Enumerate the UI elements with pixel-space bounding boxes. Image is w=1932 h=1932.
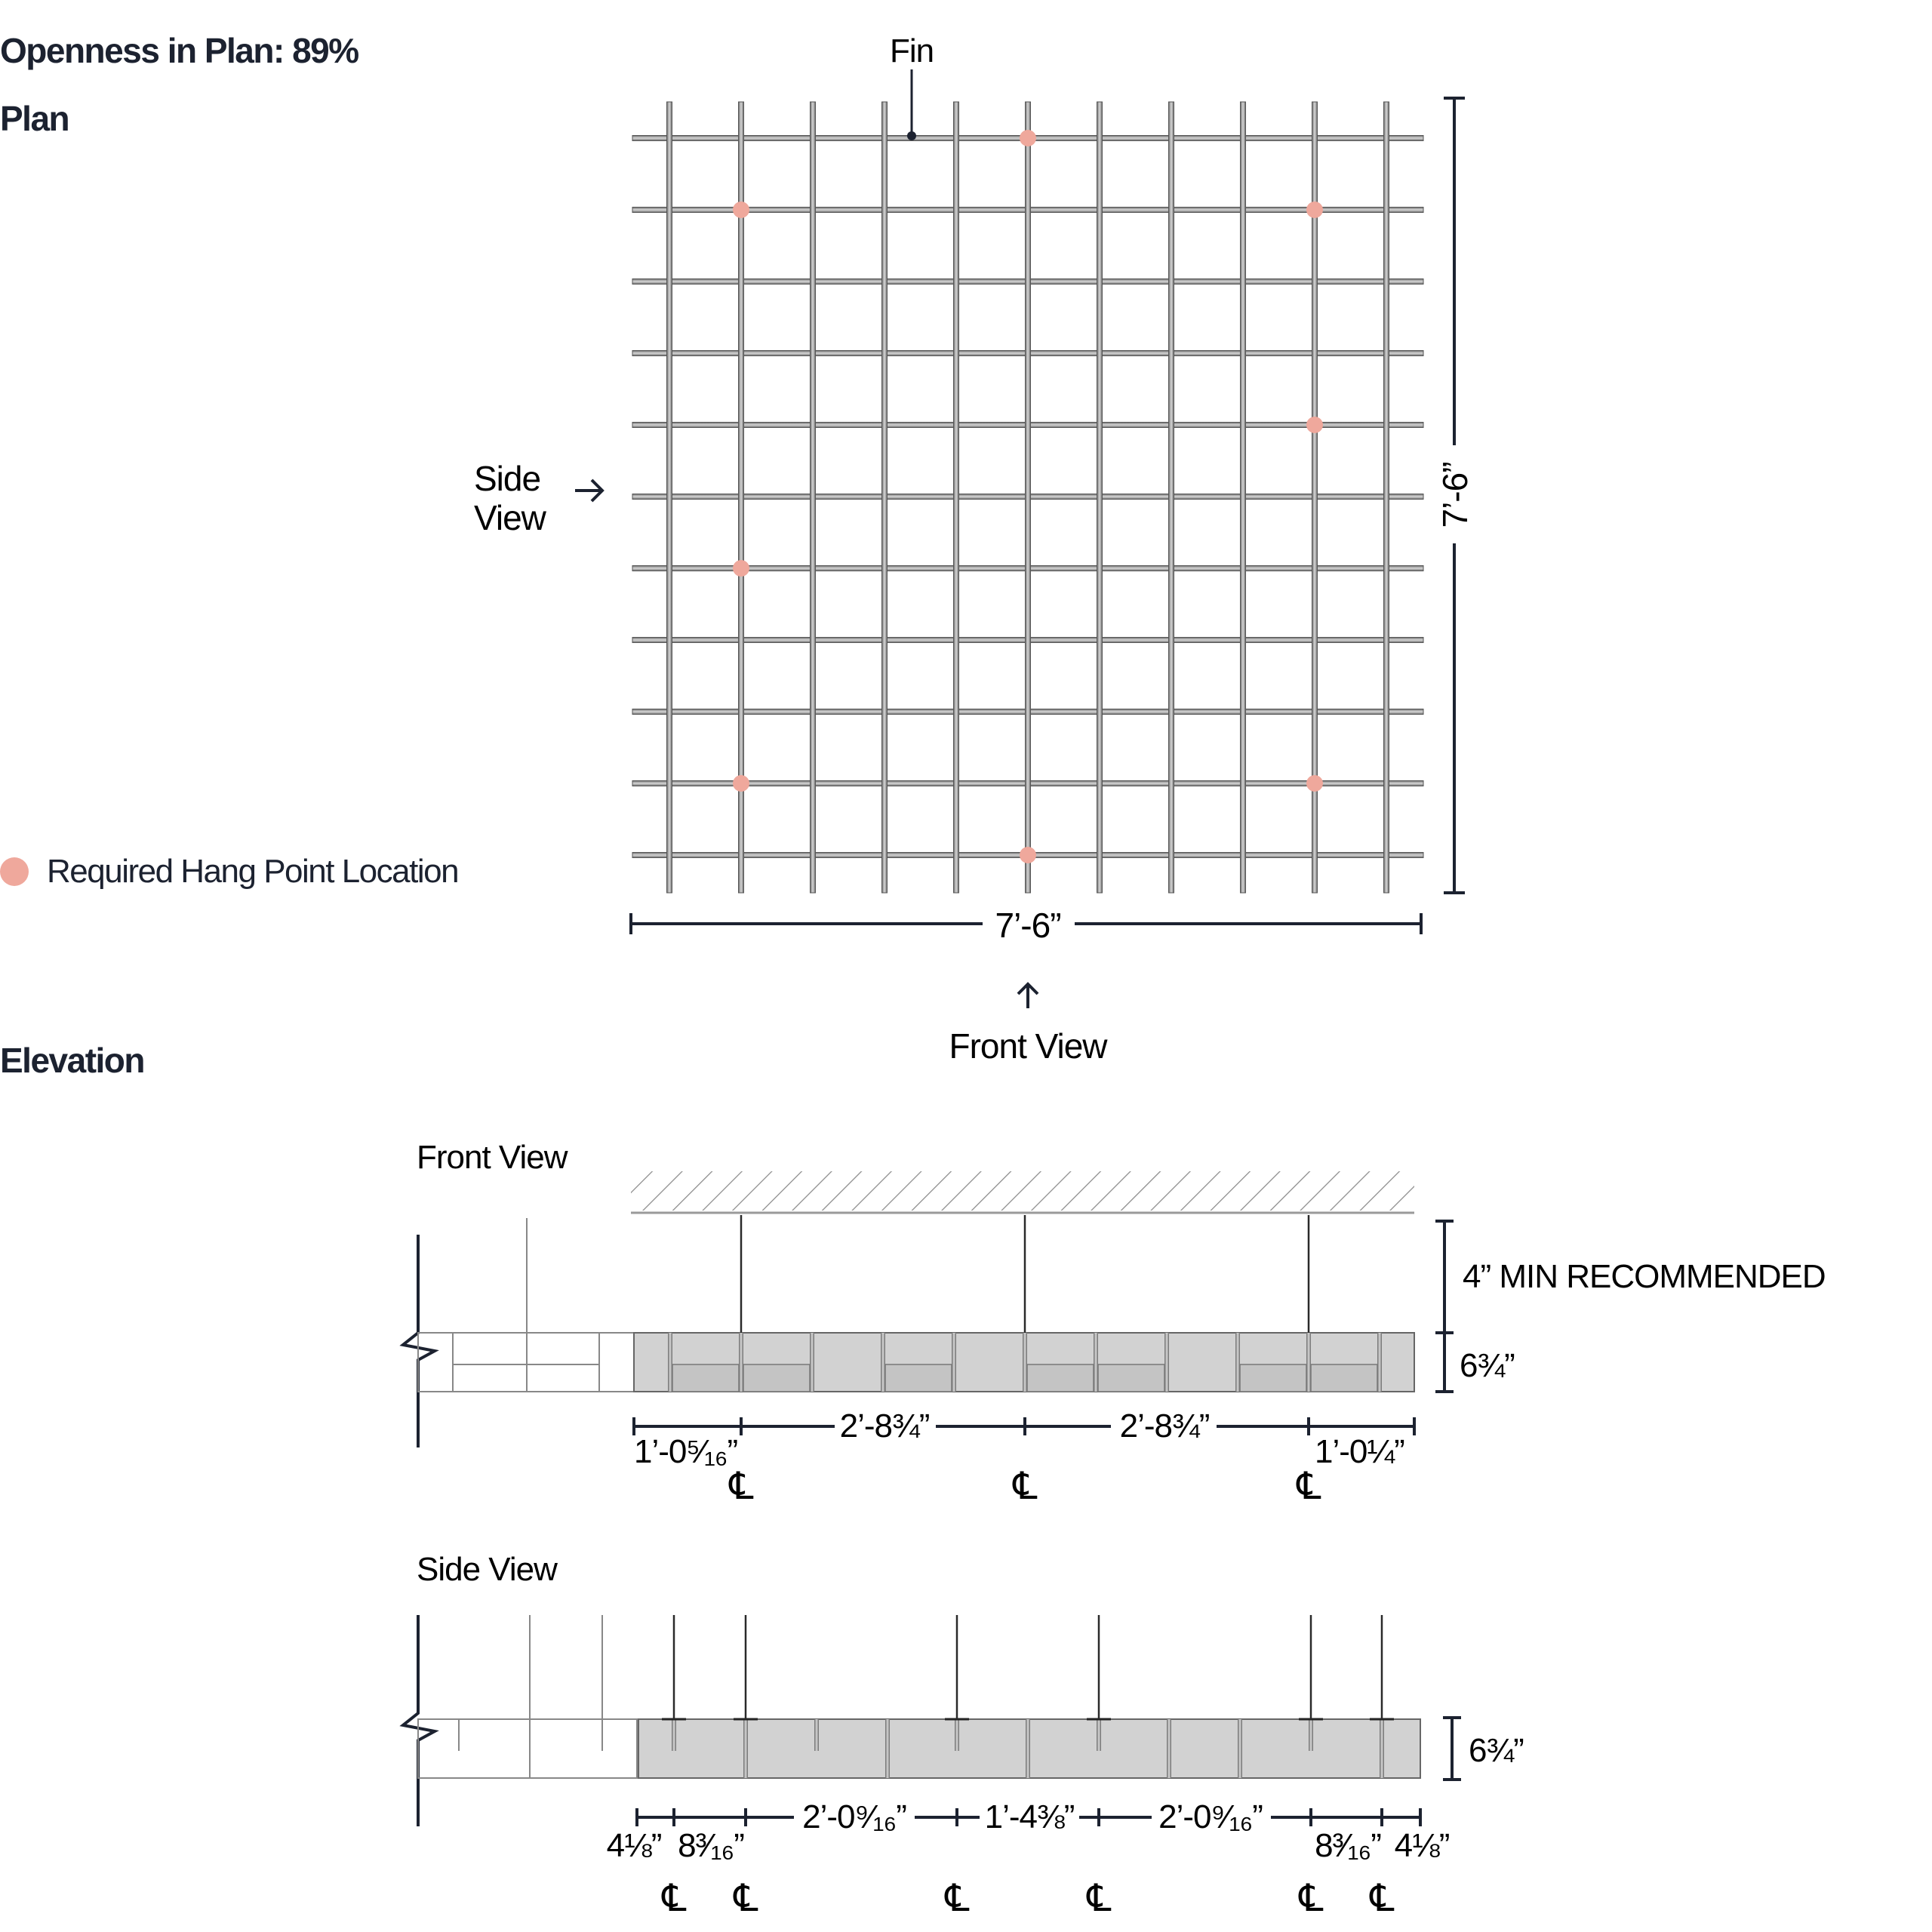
side-centerline-2: ℄ bbox=[734, 1877, 758, 1919]
side-fin bbox=[743, 1719, 748, 1778]
fin-column bbox=[1169, 102, 1174, 893]
side-dim-6: 8³⁄₁₆” bbox=[1315, 1827, 1381, 1864]
plan-width-label: 7’-6” bbox=[995, 906, 1061, 945]
fin-column bbox=[811, 102, 816, 893]
front-fin bbox=[952, 1333, 956, 1392]
front-bottom-dimension bbox=[634, 1417, 1414, 1435]
hang-point bbox=[733, 560, 749, 577]
side-panel bbox=[638, 1719, 1420, 1778]
front-dim-4: 1’-0¼” bbox=[1315, 1433, 1404, 1470]
side-right-dimension bbox=[1443, 1718, 1461, 1780]
front-view-title: Front View bbox=[417, 1139, 568, 1176]
front-fin bbox=[1235, 1333, 1240, 1392]
side-dim-3: 2’-0⁹⁄₁₆” bbox=[802, 1798, 906, 1835]
fin-column bbox=[882, 102, 888, 893]
side-dim-4: 1’-4⅜” bbox=[984, 1798, 1075, 1835]
front-fin bbox=[739, 1333, 743, 1392]
front-cross-fin bbox=[1027, 1364, 1094, 1392]
front-dim-1: 1’-0⁵⁄₁₆” bbox=[634, 1433, 738, 1470]
side-view-label-line1: Side bbox=[474, 459, 541, 498]
side-fin bbox=[1238, 1719, 1242, 1778]
side-centerline-1: ℄ bbox=[662, 1877, 686, 1919]
front-hang-cables bbox=[741, 1215, 1309, 1333]
fin-label: Fin bbox=[889, 32, 934, 69]
front-centerline-1: ℄ bbox=[729, 1465, 753, 1507]
side-fin bbox=[1167, 1719, 1171, 1778]
side-centerline-3: ℄ bbox=[945, 1877, 969, 1919]
front-fin bbox=[1023, 1333, 1027, 1392]
side-hang-cables bbox=[674, 1615, 1382, 1719]
front-view-arrow-label: Front View bbox=[949, 1026, 1107, 1066]
fin-column bbox=[739, 102, 744, 893]
side-short-fin bbox=[1097, 1719, 1101, 1751]
front-fin bbox=[1377, 1333, 1382, 1392]
plan-grid bbox=[632, 102, 1423, 893]
fin-column bbox=[1097, 102, 1103, 893]
side-centerline-6: ℄ bbox=[1370, 1877, 1394, 1919]
side-view-label-line2: View bbox=[474, 498, 546, 537]
front-centerline-2: ℄ bbox=[1013, 1465, 1037, 1507]
side-centerline-4: ℄ bbox=[1087, 1877, 1111, 1919]
elevation-heading: Elevation bbox=[0, 1041, 145, 1080]
hang-point bbox=[733, 775, 749, 792]
hang-point bbox=[1306, 775, 1323, 792]
side-centerline-5: ℄ bbox=[1299, 1877, 1323, 1919]
front-height-label: 6¾” bbox=[1460, 1347, 1515, 1384]
hang-point bbox=[733, 202, 749, 218]
side-height-label: 6¾” bbox=[1469, 1732, 1524, 1769]
fin-column bbox=[1241, 102, 1246, 893]
hang-point bbox=[1306, 202, 1323, 218]
side-dim-1: 4⅛” bbox=[606, 1827, 662, 1864]
ceiling-hatch bbox=[631, 1171, 1414, 1211]
fin-column bbox=[1026, 102, 1031, 893]
side-short-fin bbox=[672, 1719, 676, 1751]
side-fin bbox=[1380, 1719, 1384, 1778]
front-dim-3: 2’-8¾” bbox=[1119, 1407, 1210, 1444]
front-fin bbox=[1306, 1333, 1311, 1392]
front-ghost-panel bbox=[418, 1218, 634, 1392]
front-fin bbox=[668, 1333, 672, 1392]
fin-column bbox=[954, 102, 959, 893]
front-cross-fin bbox=[672, 1364, 739, 1392]
side-short-fin bbox=[814, 1719, 819, 1751]
side-dim-2: 8³⁄₁₆” bbox=[678, 1827, 744, 1864]
fin-leader-dot bbox=[907, 131, 916, 140]
side-ghost-panel bbox=[418, 1615, 637, 1778]
front-dim-2: 2’-8¾” bbox=[839, 1407, 930, 1444]
hang-point bbox=[1020, 130, 1036, 146]
front-fin bbox=[1164, 1333, 1169, 1392]
side-fin bbox=[885, 1719, 890, 1778]
front-cross-fin bbox=[1311, 1364, 1377, 1392]
legend-label: Required Hang Point Location bbox=[47, 853, 459, 890]
side-dim-7: 4⅛” bbox=[1394, 1827, 1450, 1864]
front-panel bbox=[634, 1333, 1414, 1392]
front-fin bbox=[810, 1333, 814, 1392]
side-dim-5: 2’-0⁹⁄₁₆” bbox=[1158, 1798, 1263, 1835]
front-view-arrow-icon bbox=[1018, 984, 1038, 1008]
hang-point bbox=[1306, 417, 1323, 433]
plan-heading: Plan bbox=[0, 99, 69, 138]
front-right-dimension bbox=[1435, 1221, 1454, 1392]
front-cross-fin bbox=[1240, 1364, 1306, 1392]
plan-height-label: 7’-6” bbox=[1435, 462, 1475, 528]
front-cross-fin bbox=[885, 1364, 952, 1392]
front-fin bbox=[881, 1333, 885, 1392]
side-short-fin bbox=[1309, 1719, 1313, 1751]
hang-point bbox=[1020, 847, 1036, 863]
front-centerline-3: ℄ bbox=[1297, 1465, 1321, 1507]
front-cross-fin bbox=[1098, 1364, 1164, 1392]
fin-column bbox=[1312, 102, 1318, 893]
side-view-arrow-icon bbox=[575, 480, 602, 501]
openness-title: Openness in Plan: 89% bbox=[0, 31, 358, 70]
front-cross-fin bbox=[743, 1364, 810, 1392]
side-short-fin bbox=[955, 1719, 959, 1751]
fin-column bbox=[1384, 102, 1389, 893]
front-clearance-label: 4” MIN RECOMMENDED bbox=[1463, 1258, 1826, 1295]
fin-column bbox=[667, 102, 672, 893]
side-fin bbox=[1026, 1719, 1030, 1778]
side-view-title: Side View bbox=[417, 1551, 557, 1588]
front-fin bbox=[1094, 1333, 1098, 1392]
